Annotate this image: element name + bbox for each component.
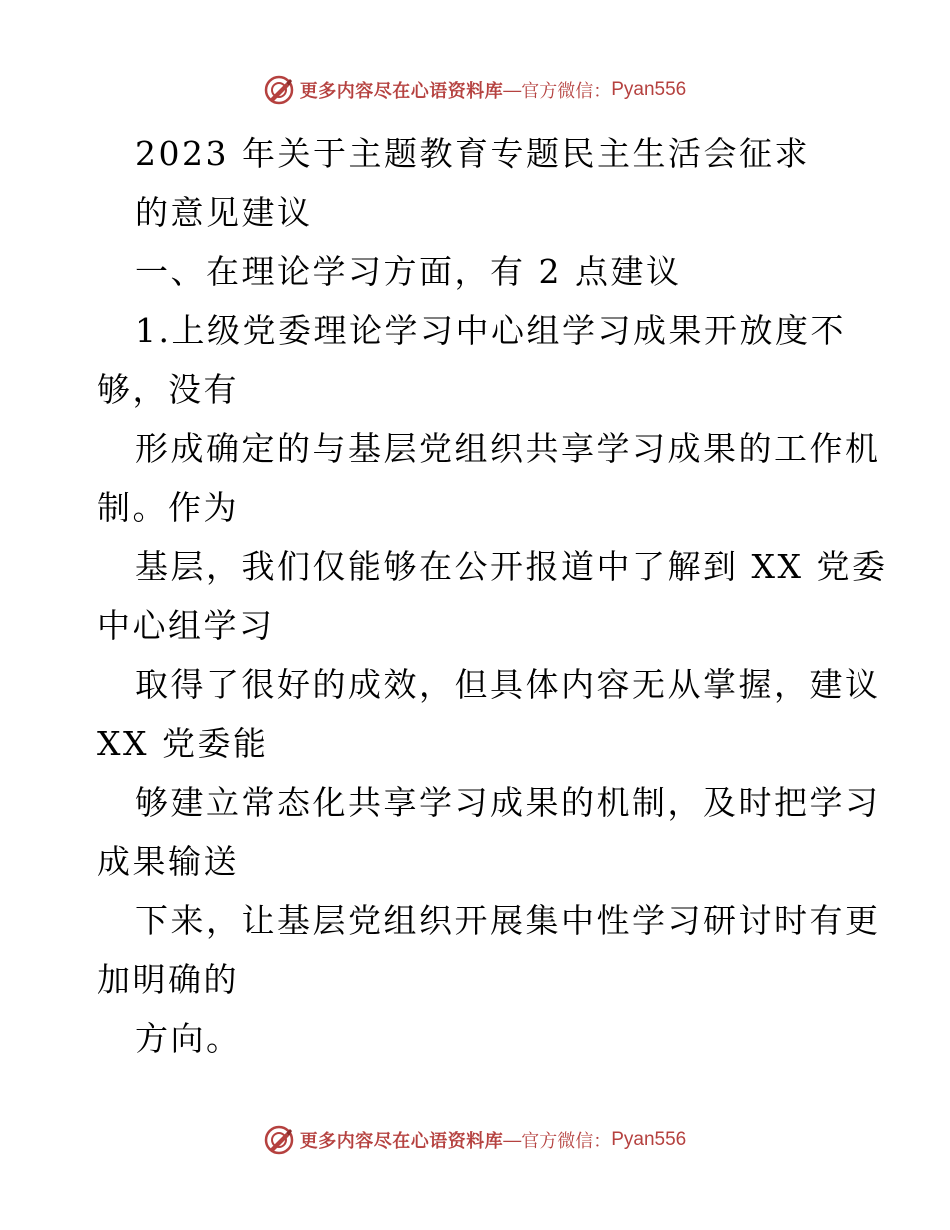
watermark-wechat-id: Pyan556 [611, 79, 687, 100]
body-line: 取得了很好的成效，但具体内容无从掌握，建议 [135, 665, 881, 704]
section-heading: 一、在理论学习方面，有 2 点建议 [135, 252, 682, 291]
watermark-wechat-label: 官方微信： [521, 1131, 612, 1152]
watermark-site-text: 更多内容尽在心语资料库 [299, 1131, 504, 1152]
watermark-banner-bottom [0, 1120, 950, 1160]
body-line: 形成确定的与基层党组织共享学习成果的工作机 [135, 429, 881, 468]
body-paragraph [97, 301, 888, 1068]
pen-logo-icon [264, 75, 294, 105]
body-line: 加明确的 [97, 960, 239, 999]
watermark-dash: — [503, 79, 522, 100]
body-line: XX 党委能 [97, 724, 269, 763]
watermark-banner-top [0, 70, 950, 110]
body-line: 方向。 [135, 1019, 242, 1058]
body-line: 1.上级党委理论学习中心组学习成果开放度不 [135, 311, 846, 350]
watermark-dash: — [503, 1129, 522, 1150]
body-line: 成果输送 [97, 842, 239, 881]
watermark-site-text: 更多内容尽在心语资料库 [299, 81, 504, 102]
body-line: 基层，我们仅能够在公开报道中了解到 XX 党委 [135, 547, 888, 586]
body-line: 够，没有 [97, 370, 239, 409]
body-line: 制。作为 [97, 488, 239, 527]
document-title-line-1: 2023 年关于主题教育专题民主生活会征求 [135, 134, 810, 173]
body-line: 下来，让基层党组织开展集中性学习研讨时有更 [135, 901, 881, 940]
document-body [97, 124, 888, 1068]
body-line: 够建立常态化共享学习成果的机制，及时把学习 [135, 783, 881, 822]
pen-logo-icon [264, 1125, 294, 1155]
body-line: 中心组学习 [97, 606, 275, 645]
document-title-line-2: 的意见建议 [135, 193, 313, 232]
watermark-wechat-label: 官方微信： [521, 81, 612, 102]
watermark-wechat-id: Pyan556 [611, 1129, 687, 1150]
